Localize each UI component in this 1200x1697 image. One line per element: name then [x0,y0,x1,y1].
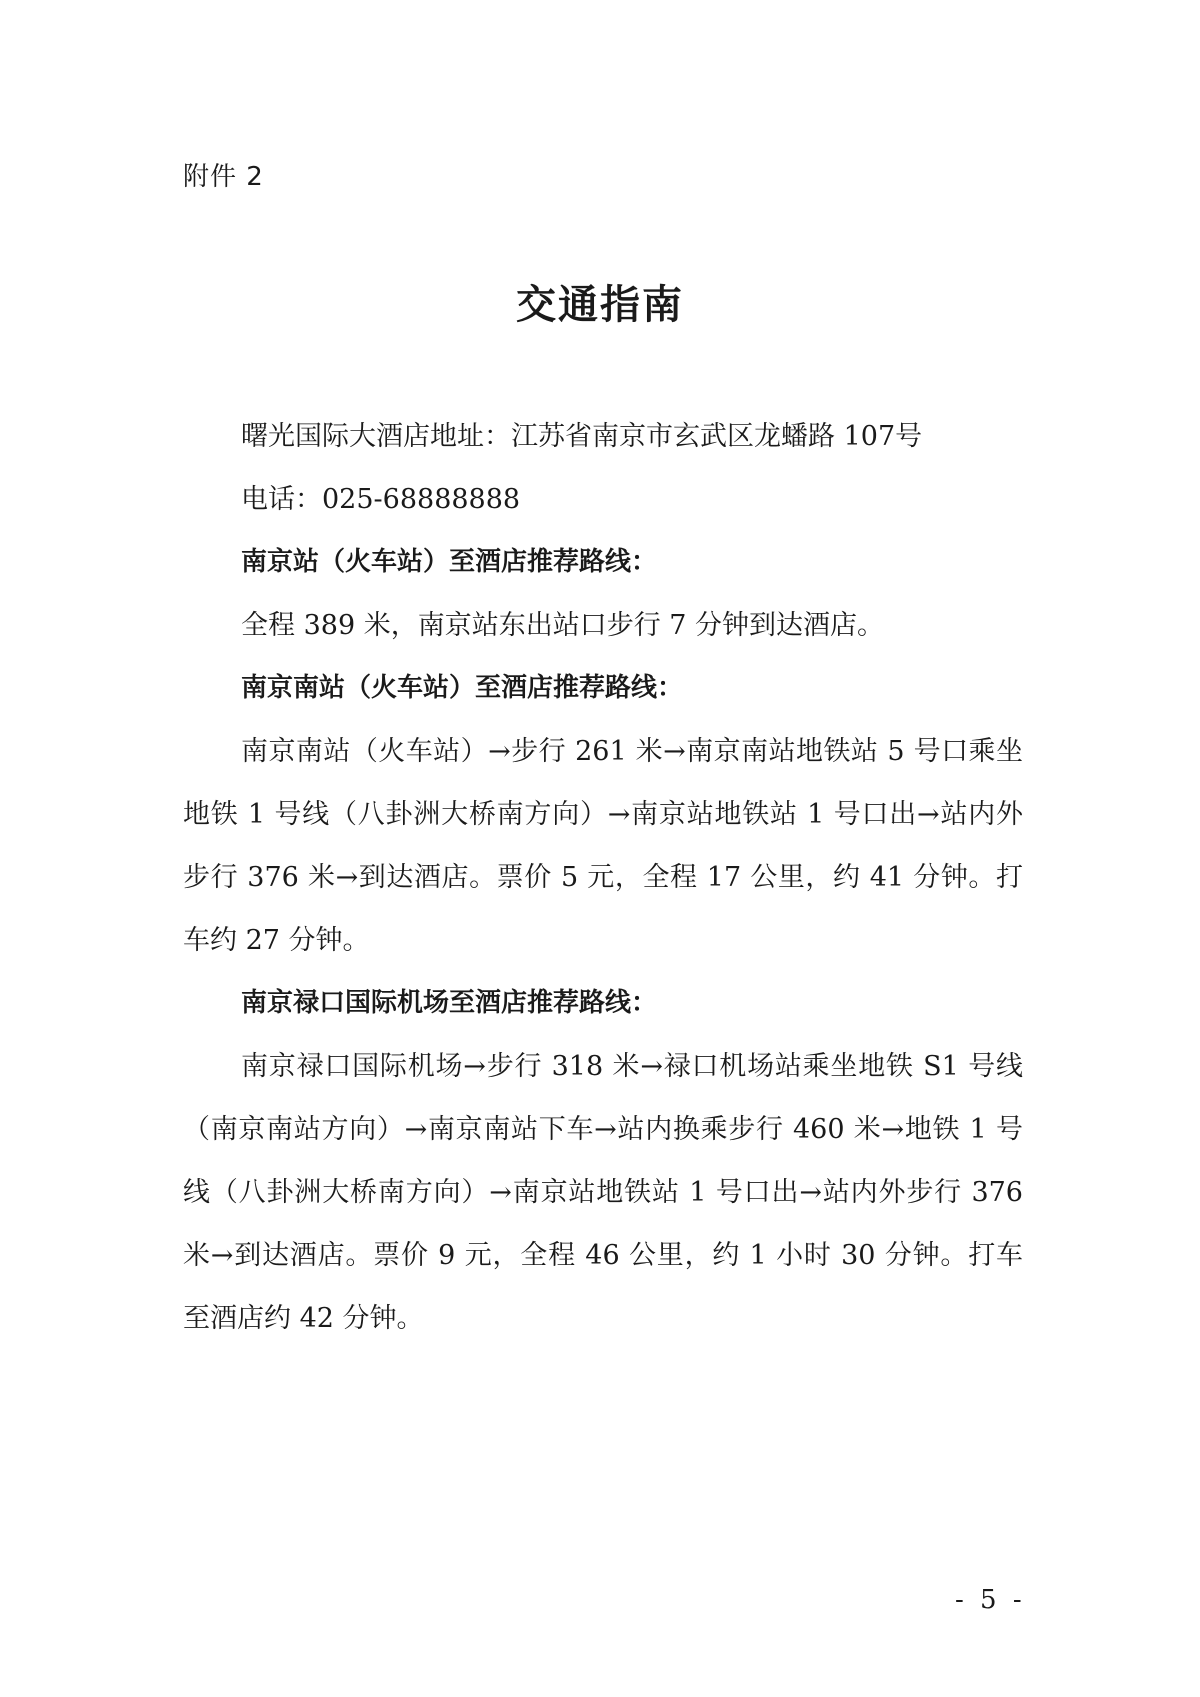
page-title: 交通指南 [516,282,684,328]
route-section-lukou-airport [183,972,1023,1350]
page-number: - 5 - [955,1585,1026,1615]
route-heading: 南京站（火车站）至酒店推荐路线： [241,547,658,577]
hotel-phone: 电话：025-68888888 [241,484,521,515]
route-description: 全程 389 米，南京站东出站口步行 7 分钟到达酒店。 [241,610,885,641]
document-body [183,405,1023,1350]
route-description: 南京南站（火车站）→步行 261 米→南京南站地铁站 5 号口乘坐地铁 1 号线（八卦洲大桥南方向）→南京站地铁站 1 号口出→站内外步行 376 米→到达酒店。票价 5 元，全程 17 公里，约 41 分钟。打车约 27 分钟。 [183,736,1023,956]
hotel-address: 曙光国际大酒店地址：江苏省南京市玄武区龙蟠路 107号 [241,421,923,452]
route-section-nanjing-south-station [183,657,1023,972]
route-heading: 南京禄口国际机场至酒店推荐路线： [241,988,658,1018]
attachment-label: 附件 2 [183,162,264,192]
route-heading: 南京南站（火车站）至酒店推荐路线： [241,673,684,703]
route-section-nanjing-station [183,531,1023,657]
route-description: 南京禄口国际机场→步行 318 米→禄口机场站乘坐地铁 S1 号线（南京南站方向）→南京南站下车→站内换乘步行 460 米→地铁 1 号线（八卦洲大桥南方向）→南京站地铁站 1 号口出→站内外步行 376 米→到达酒店。票价 9 元，全程 46 公里，约 1 小时 30 分钟。打车至酒店约 42 分钟。 [183,1051,1023,1334]
